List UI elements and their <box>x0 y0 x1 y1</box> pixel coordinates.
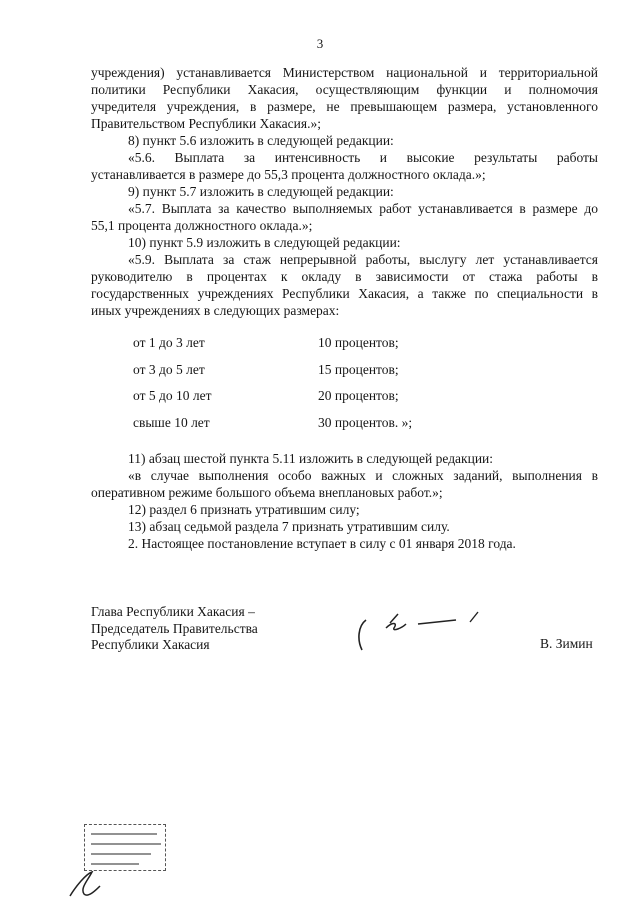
paragraph-line: «5.6. Выплата за интенсивность и высокие результаты работы <box>128 150 598 165</box>
amendment-item-11: 11) абзац шестой пункта 5.11 изложить в следующей редакции: <box>128 451 494 466</box>
seniority-percent: 20 процентов; <box>318 388 399 404</box>
amendment-item-12: 12) раздел 6 признать утратившим силу; <box>128 502 360 517</box>
amendment-item-13: 13) абзац седьмой раздела 7 признать утратившим силу. <box>128 519 450 534</box>
seniority-range: свыше 10 лет <box>133 414 210 430</box>
seniority-percent: 10 процентов; <box>318 335 399 351</box>
handwritten-signature <box>352 606 492 654</box>
paragraph-line: «в случае выполнения особо важных и сложных заданий, выполнения в <box>128 468 598 483</box>
document-body <box>91 64 598 319</box>
seniority-range: от 5 до 10 лет <box>133 388 212 404</box>
table-row <box>133 330 412 357</box>
signatory-title <box>91 604 258 654</box>
signatory-title-line: Республики Хакасия <box>91 637 210 652</box>
seniority-scale-table <box>133 330 412 436</box>
paragraph-line: «5.9. Выплата за стаж непрерывной работы, выслугу лет устанавливается <box>128 252 598 267</box>
table-row <box>133 357 412 384</box>
page-number: 3 <box>316 36 324 51</box>
paragraph-line: иных учреждениях в следующих размерах: <box>91 303 340 318</box>
seniority-range: от 3 до 5 лет <box>133 361 205 377</box>
approval-stamp <box>84 824 166 871</box>
table-row <box>133 410 412 437</box>
paragraph-line: устанавливается в размере до 55,3 процента должностного оклада.»; <box>91 167 486 182</box>
paragraph-line: политики Республики Хакасия, осуществляющим функции и полномочия <box>91 82 598 97</box>
table-row <box>133 383 412 410</box>
paragraph-line: учредителя учреждения, в размере, не превышающем размера, установленного <box>91 99 598 114</box>
seniority-percent: 30 процентов. »; <box>318 414 413 430</box>
paragraph-line: оперативном режиме большого объема внеплановых работ.»; <box>91 485 443 500</box>
paragraph-line: руководителю в процентах к окладу в зависимости от стажа работы в <box>91 269 598 284</box>
paragraph-line: «5.7. Выплата за качество выполняемых работ устанавливается в размере до <box>128 201 598 216</box>
document-body-continued <box>91 450 598 552</box>
paragraph-line: 55,1 процента должностного оклада.»; <box>91 218 313 233</box>
paragraph-line: учреждения) устанавливается Министерством национальной и территориальной <box>91 65 598 80</box>
amendment-item-10: 10) пункт 5.9 изложить в следующей редакции: <box>128 235 401 250</box>
paragraph-line: Правительством Республики Хакасия.»; <box>91 116 321 131</box>
signatory-title-line: Председатель Правительства <box>91 620 258 636</box>
seniority-range: от 1 до 3 лет <box>133 335 205 351</box>
resolution-item-2: 2. Настоящее постановление вступает в силу с 01 января 2018 года. <box>128 536 516 551</box>
signatory-name: В. Зимин <box>540 636 593 651</box>
amendment-item-8: 8) пункт 5.6 изложить в следующей редакции: <box>128 133 394 148</box>
seniority-percent: 15 процентов; <box>318 361 399 377</box>
amendment-item-9: 9) пункт 5.7 изложить в следующей редакции: <box>128 184 394 199</box>
signatory-title-line: Глава Республики Хакасия – <box>91 604 255 619</box>
paragraph-line: государственных учреждениях Республики Хакасия, а также по специальности в <box>91 286 598 301</box>
handwritten-initials <box>66 866 106 901</box>
